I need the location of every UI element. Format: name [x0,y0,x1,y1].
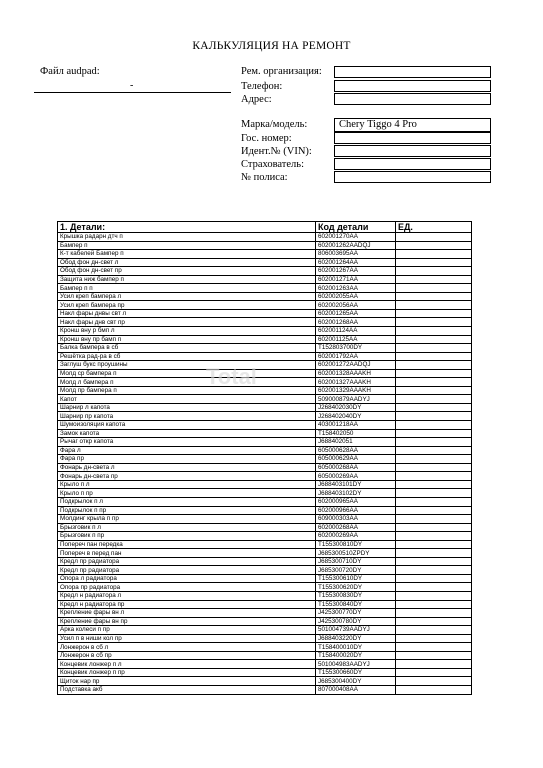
part-unit-cell [396,472,472,481]
part-name-cell: Замок капота [58,429,316,438]
table-row [58,685,472,694]
part-unit-cell [396,421,472,430]
part-unit-cell [396,515,472,524]
table-row [58,677,472,686]
vin-field[interactable] [334,145,491,157]
table-row [58,651,472,660]
part-unit-cell [396,634,472,643]
part-code-cell: 609000303AA [316,515,396,524]
part-code-cell: T155300840DY [316,600,396,609]
table-row [58,284,472,293]
part-name-cell: Подкрылок п л [58,497,316,506]
part-name-cell: Крышка радарн дтч п [58,233,316,242]
part-name-cell: Бампер п п [58,284,316,293]
part-name-cell: Попереч пан передка [58,540,316,549]
part-unit-cell [396,258,472,267]
part-unit-cell [396,318,472,327]
part-code-cell: 602001263AA [316,284,396,293]
part-name-cell: Обод фон дн-свет пр [58,267,316,276]
part-unit-cell [396,335,472,344]
part-unit-cell [396,668,472,677]
part-unit-cell [396,369,472,378]
part-code-cell: J685300720DY [316,566,396,575]
make-model-field[interactable]: Chery Tiggo 4 Pro [334,118,491,132]
table-row [58,446,472,455]
part-unit-cell [396,344,472,353]
part-unit-cell [396,233,472,242]
part-name-cell: К-т кабелей Бампер п [58,250,316,259]
table-row [58,540,472,549]
table-row [58,352,472,361]
part-code-cell: 602000268AA [316,523,396,532]
part-code-cell: T155300830DY [316,591,396,600]
part-name-cell: Заглуш букс проушины [58,361,316,370]
part-code-cell: 501004983AADYJ [316,660,396,669]
part-unit-cell [396,480,472,489]
part-unit-cell [396,506,472,515]
part-name-cell: Кредл пр радиатора [58,557,316,566]
table-row [58,292,472,301]
address-label: Адрес: [241,94,272,105]
part-name-cell: Бампер п [58,241,316,250]
part-name-cell: Балка бампера в сб [58,344,316,353]
part-unit-cell [396,241,472,250]
table-row [58,241,472,250]
part-code-cell: 602001329AAAKH [316,386,396,395]
part-code-cell: 807000408AA [316,685,396,694]
vin-label: Идент.№ (VIN): [241,146,312,157]
part-code-cell: 602001272AADQJ [316,361,396,370]
part-name-cell: Лонжерон в сб л [58,643,316,652]
part-code-cell: T155300660DY [316,668,396,677]
part-code-cell: 509000879AADYJ [316,395,396,404]
insured-label: Страхователь: [241,159,304,170]
part-name-cell: Крыло п пр [58,489,316,498]
part-name-cell: Попереч в перед пан [58,549,316,558]
part-name-cell: Крепление фары вн пр [58,617,316,626]
part-unit-cell [396,446,472,455]
part-code-cell: 602001265AA [316,309,396,318]
part-name-cell: Фара пр [58,455,316,464]
parts-header-detail: 1. Детали: [58,222,316,233]
part-name-cell: Щиток нар пр [58,677,316,686]
part-unit-cell [396,677,472,686]
part-unit-cell [396,455,472,464]
part-unit-cell [396,497,472,506]
parts-table [57,221,472,695]
part-name-cell: Молдинг крыла п пр [58,515,316,524]
part-name-cell: Фонарь дн-света л [58,463,316,472]
policy-number-label: № полиса: [241,172,288,183]
reg-number-label: Гос. номер: [241,133,292,144]
table-row [58,634,472,643]
table-row [58,600,472,609]
part-unit-cell [396,540,472,549]
part-code-cell: 602001124AA [316,327,396,336]
part-code-cell: J688402051 [316,438,396,447]
part-code-cell: J268402040DY [316,412,396,421]
parts-header-unit: ЕД. [396,222,472,233]
make-model-label: Марка/модель: [241,119,308,130]
file-label: Файл audpad: [40,66,100,77]
part-code-cell: 602001267AA [316,267,396,276]
parts-table-body [58,233,472,695]
repair-org-label: Рем. организация: [241,66,322,77]
table-row [58,472,472,481]
table-row [58,515,472,524]
page-title: КАЛЬКУЛЯЦИЯ НА РЕМОНТ [192,40,351,52]
part-code-cell: 602002055AA [316,292,396,301]
part-unit-cell [396,651,472,660]
table-row [58,344,472,353]
parts-header-code: Код детали [316,222,396,233]
part-name-cell: Шарнир л капота [58,403,316,412]
part-name-cell: Брызговик п пр [58,532,316,541]
table-row [58,566,472,575]
part-code-cell: J688403220DY [316,634,396,643]
part-code-cell: J268402030DY [316,403,396,412]
table-row [58,301,472,310]
table-row [58,233,472,242]
table-row [58,532,472,541]
part-name-cell: Накл фары днв свт пр [58,318,316,327]
part-code-cell: 602001328AAAKH [316,369,396,378]
part-code-cell: J685300710DY [316,557,396,566]
table-row [58,463,472,472]
file-dash: - [130,80,134,91]
part-name-cell: Концевик лонжер п пр [58,668,316,677]
part-name-cell: Подставка акб [58,685,316,694]
part-unit-cell [396,566,472,575]
table-row [58,258,472,267]
part-unit-cell [396,403,472,412]
part-name-cell: Кредл н радиатора л [58,591,316,600]
part-unit-cell [396,583,472,592]
part-code-cell: J685300510ZPDY [316,549,396,558]
part-unit-cell [396,609,472,618]
part-code-cell: 605000268AA [316,463,396,472]
part-name-cell: Крыло п л [58,480,316,489]
table-row [58,549,472,558]
phone-label: Телефон: [241,81,283,92]
part-unit-cell [396,438,472,447]
part-code-cell: 602001264AA [316,258,396,267]
part-unit-cell [396,352,472,361]
part-code-cell: J425300780DY [316,617,396,626]
table-row [58,591,472,600]
table-row [58,395,472,404]
part-unit-cell [396,412,472,421]
table-row [58,386,472,395]
part-code-cell: 605000629AA [316,455,396,464]
part-name-cell: Опора л радиатора [58,574,316,583]
part-name-cell: Решётка рад-ра в сб [58,352,316,361]
part-name-cell: Фара л [58,446,316,455]
part-unit-cell [396,301,472,310]
table-row [58,643,472,652]
part-name-cell: Опора пр радиатора [58,583,316,592]
part-code-cell: 806003695AA [316,250,396,259]
table-row [58,403,472,412]
part-code-cell: 602001262AADQJ [316,241,396,250]
part-code-cell: 602001327AAAKH [316,378,396,387]
part-code-cell: 602001792AA [316,352,396,361]
table-row [58,583,472,592]
part-name-cell: Обод фон дн-свет л [58,258,316,267]
part-code-cell: 605000269AA [316,472,396,481]
part-code-cell: 602000269AA [316,532,396,541]
table-row [58,309,472,318]
part-unit-cell [396,557,472,566]
table-row [58,497,472,506]
table-row [58,318,472,327]
policy-number-field[interactable] [334,171,491,183]
part-name-cell: Шарнир пр капота [58,412,316,421]
part-unit-cell [396,660,472,669]
table-row [58,617,472,626]
part-unit-cell [396,327,472,336]
part-unit-cell [396,267,472,276]
part-name-cell: Лонжерон в сб пр [58,651,316,660]
part-name-cell: Шумоизоляция капота [58,421,316,430]
table-row [58,557,472,566]
part-unit-cell [396,361,472,370]
part-unit-cell [396,292,472,301]
phone-field[interactable] [334,80,491,92]
part-name-cell: Кронш вну пр бамп п [58,335,316,344]
part-name-cell: Крепление фары вн л [58,609,316,618]
part-unit-cell [396,489,472,498]
part-name-cell: Фонарь дн-света пр [58,472,316,481]
part-code-cell: T158400020DY [316,651,396,660]
part-code-cell: T155300610DY [316,574,396,583]
part-unit-cell [396,532,472,541]
repair-org-field[interactable] [334,66,491,78]
table-row [58,327,472,336]
part-unit-cell [396,378,472,387]
part-name-cell: Подкрылок п пр [58,506,316,515]
part-code-cell: 602000966AA [316,506,396,515]
part-code-cell: T158400010DY [316,643,396,652]
part-name-cell: Защита ниж бампер п [58,275,316,284]
table-row [58,523,472,532]
address-field[interactable] [334,93,491,105]
part-code-cell: 602002056AA [316,301,396,310]
part-unit-cell [396,626,472,635]
table-row [58,489,472,498]
part-unit-cell [396,284,472,293]
part-unit-cell [396,309,472,318]
file-underline [34,92,231,93]
part-code-cell: 403001218AA [316,421,396,430]
table-row [58,369,472,378]
table-row [58,267,472,276]
part-unit-cell [396,591,472,600]
part-code-cell: 602001270AA [316,233,396,242]
part-unit-cell [396,574,472,583]
part-unit-cell [396,463,472,472]
part-unit-cell [396,250,472,259]
part-name-cell: Рычаг откр капота [58,438,316,447]
part-unit-cell [396,395,472,404]
part-name-cell: Молд л бампера п [58,378,316,387]
part-unit-cell [396,275,472,284]
watermark: Total [206,364,257,389]
insured-field[interactable] [334,158,491,170]
table-row [58,480,472,489]
part-code-cell: T155300620DY [316,583,396,592]
part-unit-cell [396,600,472,609]
table-row [58,335,472,344]
part-unit-cell [396,549,472,558]
part-unit-cell [396,429,472,438]
part-unit-cell [396,523,472,532]
part-code-cell: J688403101DY [316,480,396,489]
part-code-cell: T155300810DY [316,540,396,549]
part-name-cell: Усил креп бампера л [58,292,316,301]
part-unit-cell [396,643,472,652]
table-row [58,626,472,635]
part-name-cell: Кредл н радиатора пр [58,600,316,609]
table-row [58,378,472,387]
part-code-cell: 602000965AA [316,497,396,506]
part-code-cell: T152803700DY [316,344,396,353]
part-name-cell: Брызговик п л [58,523,316,532]
table-row [58,660,472,669]
part-code-cell: 602001268AA [316,318,396,327]
part-code-cell: J688403102DY [316,489,396,498]
table-row [58,455,472,464]
part-code-cell: T158402050 [316,429,396,438]
part-code-cell: 602001271AA [316,275,396,284]
part-name-cell: Концевик лонжер п л [58,660,316,669]
part-name-cell: Усил п в ниши кол пр [58,634,316,643]
part-name-cell: Капот [58,395,316,404]
part-name-cell: Арка колеси п пр [58,626,316,635]
part-code-cell: J425300770DY [316,609,396,618]
part-name-cell: Кронш вну р бмп л [58,327,316,336]
table-row [58,609,472,618]
table-row [58,506,472,515]
reg-number-field[interactable] [334,132,491,144]
table-row [58,361,472,370]
part-code-cell: J685300400DY [316,677,396,686]
part-code-cell: 501004739AADYJ [316,626,396,635]
part-unit-cell [396,386,472,395]
part-name-cell: Усил креп бампера пр [58,301,316,310]
table-row [58,275,472,284]
table-row [58,574,472,583]
part-name-cell: Накл фары днвы свт л [58,309,316,318]
part-code-cell: 605000628AA [316,446,396,455]
table-row [58,438,472,447]
parts-table-header [58,222,472,233]
part-name-cell: Молд ср бампера п [58,369,316,378]
table-row [58,421,472,430]
table-row [58,668,472,677]
part-name-cell: Молд пр бампера п [58,386,316,395]
table-row [58,429,472,438]
table-row [58,250,472,259]
part-unit-cell [396,617,472,626]
part-unit-cell [396,685,472,694]
part-code-cell: 602001125AA [316,335,396,344]
part-name-cell: Кредл пр радиатора [58,566,316,575]
table-row [58,412,472,421]
